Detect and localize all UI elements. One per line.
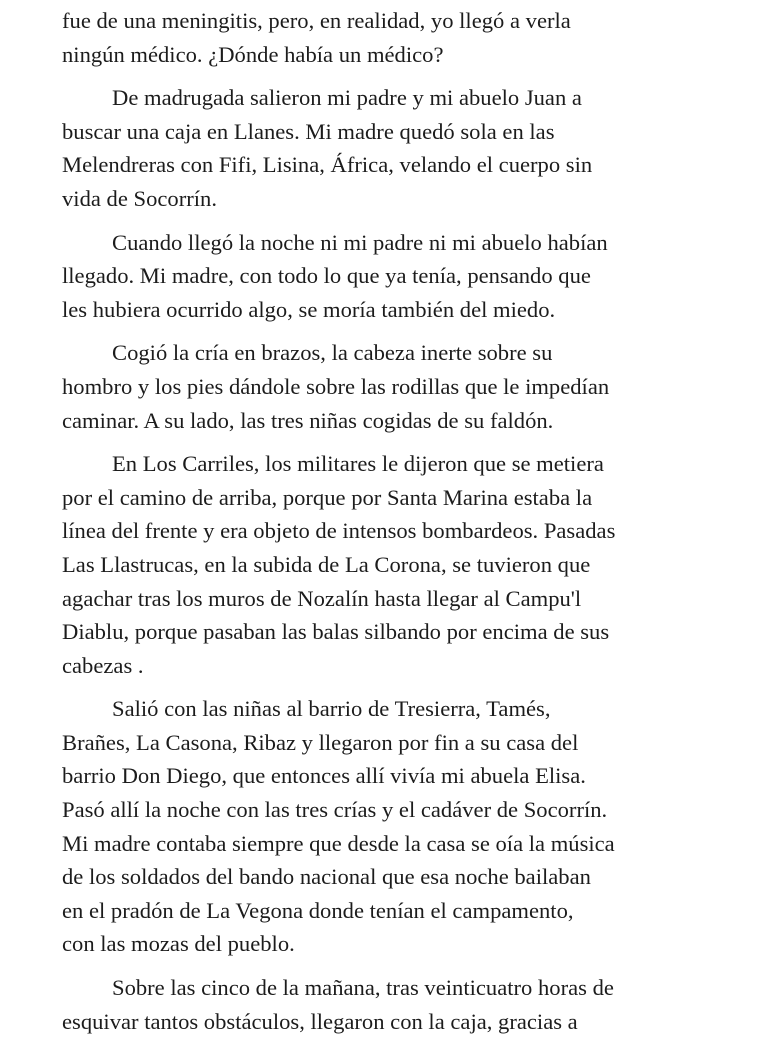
- text-line: Mi madre contaba siempre que desde la casa se oía la música: [62, 830, 615, 856]
- text-line: línea del frente y era objeto de intensos bombardeos. Pasadas: [62, 518, 616, 544]
- text-line: De madrugada salieron mi padre y mi abuelo Juan a: [112, 85, 582, 111]
- text-line: llegado. Mi madre, con todo lo que ya tenía, pensando que: [62, 263, 591, 289]
- paragraph-7: [62, 971, 702, 1038]
- text-line: Cuando llegó la noche ni mi padre ni mi abuelo habían: [112, 229, 608, 255]
- text-line: vida de Socorrín.: [62, 185, 217, 211]
- paragraph-3: [62, 226, 702, 327]
- paragraph-1: [62, 4, 702, 71]
- text-line: Sobre las cinco de la mañana, tras veinticuatro horas de: [112, 975, 614, 1001]
- paragraph-4: [62, 336, 702, 437]
- text-line: Melendreras con Fifi, Lisina, África, velando el cuerpo sin: [62, 152, 593, 178]
- text-line: en el pradón de La Vegona donde tenían el campamento,: [62, 897, 574, 923]
- text-line: esquivar tantos obstáculos, llegaron con la caja, gracias a: [62, 1008, 578, 1034]
- text-line: ningún médico. ¿Dónde había un médico?: [62, 41, 444, 67]
- text-line: buscar una caja en Llanes. Mi madre quedó sola en las: [62, 118, 555, 144]
- paragraph-6: [62, 692, 702, 961]
- text-line: de los soldados del bando nacional que esa noche bailaban: [62, 864, 591, 890]
- text-line: Cogió la cría en brazos, la cabeza inerte sobre su: [112, 340, 553, 366]
- text-line: les hubiera ocurrido algo, se moría también del miedo.: [62, 296, 556, 322]
- text-line: caminar. A su lado, las tres niñas cogidas de su faldón.: [62, 407, 554, 433]
- text-line: barrio Don Diego, que entonces allí vivía mi abuela Elisa.: [62, 763, 586, 789]
- text-line: fue de una meningitis, pero, en realidad, yo llegó a verla: [62, 8, 571, 33]
- text-line: cabezas .: [62, 652, 144, 678]
- text-line: Pasó allí la noche con las tres crías y el cadáver de Socorrín.: [62, 797, 608, 823]
- paragraph-5: [62, 447, 702, 682]
- paragraph-2: [62, 81, 702, 215]
- text-line: Brañes, La Casona, Ribaz y llegaron por fin a su casa del: [62, 729, 579, 755]
- text-line: por el camino de arriba, porque por Santa Marina estaba la: [62, 484, 593, 510]
- document-page: [62, 0, 702, 1034]
- text-line: En Los Carriles, los militares le dijeron que se metiera: [112, 451, 604, 477]
- text-line: Diablu, porque pasaban las balas silbando por encima de sus: [62, 619, 610, 645]
- text-line: Salió con las niñas al barrio de Tresierra, Tamés,: [112, 696, 551, 722]
- text-line: con las mozas del pueblo.: [62, 931, 295, 957]
- text-line: Las Llastrucas, en la subida de La Corona, se tuvieron que: [62, 551, 591, 577]
- text-line: hombro y los pies dándole sobre las rodillas que le impedían: [62, 373, 610, 399]
- text-line: agachar tras los muros de Nozalín hasta llegar al Campu'l: [62, 585, 582, 611]
